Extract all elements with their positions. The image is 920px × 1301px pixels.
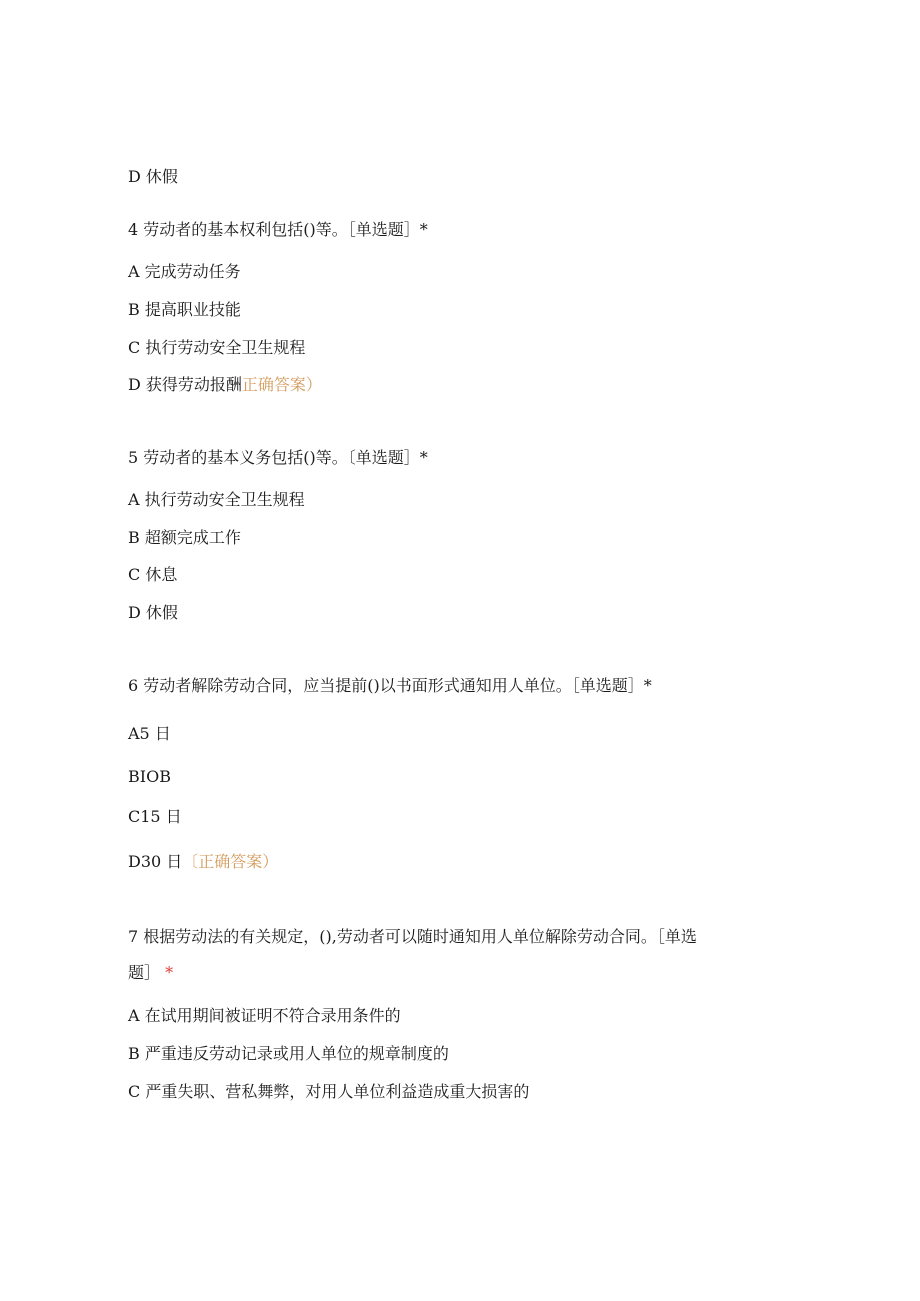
q4-option-b: B 提高职业技能 (128, 300, 241, 319)
question-4-stem: 4 劳动者的基本权利包括()等。［单选题］* (128, 220, 428, 239)
q5-option-d: D 休假 (128, 603, 178, 622)
question-7-stem-line2-text: 题］ (128, 963, 161, 982)
q4-option-d-text: D 获得劳动报酬 (128, 375, 242, 394)
q7-option-a: A 在试用期间被证明不符合录用条件的 (128, 1006, 401, 1025)
q4-option-d (128, 375, 322, 395)
q6-correct-answer-mark: 〔正确答案） (182, 852, 279, 871)
q6-option-b: BIOB (128, 767, 171, 786)
q6-option-a: A5 日 (128, 724, 171, 743)
required-star: * (165, 963, 174, 982)
option-d-prev: D 休假 (128, 167, 178, 186)
q6-option-d (128, 852, 278, 872)
q4-option-a: A 完成劳动任务 (128, 262, 241, 281)
q6-option-d-text: D30 日 (128, 852, 183, 871)
question-6-stem: 6 劳动者解除劳动合同，应当提前()以书面形式通知用人单位。［单选题］* (128, 676, 652, 695)
q7-option-b: B 严重违反劳动记录或用人单位的规章制度的 (128, 1044, 449, 1063)
q7-option-c: C 严重失职、营私舞弊，对用人单位利益造成重大损害的 (128, 1082, 530, 1101)
question-7-stem-line1: 7 根据劳动法的有关规定，(),劳动者可以随时通知用人单位解除劳动合同。［单选 (128, 927, 697, 946)
q5-option-b: B 超额完成工作 (128, 528, 241, 547)
q6-option-c: C15 日 (128, 807, 182, 826)
q5-option-c: C 休息 (128, 565, 178, 584)
q5-option-a: A 执行劳动安全卫生规程 (128, 490, 305, 509)
q4-correct-answer-mark: 正确答案） (241, 375, 322, 394)
question-5-stem: 5 劳动者的基本义务包括()等。〔单选题］* (128, 448, 428, 467)
question-7-stem-line2 (128, 963, 173, 983)
q4-option-c: C 执行劳动安全卫生规程 (128, 338, 306, 357)
